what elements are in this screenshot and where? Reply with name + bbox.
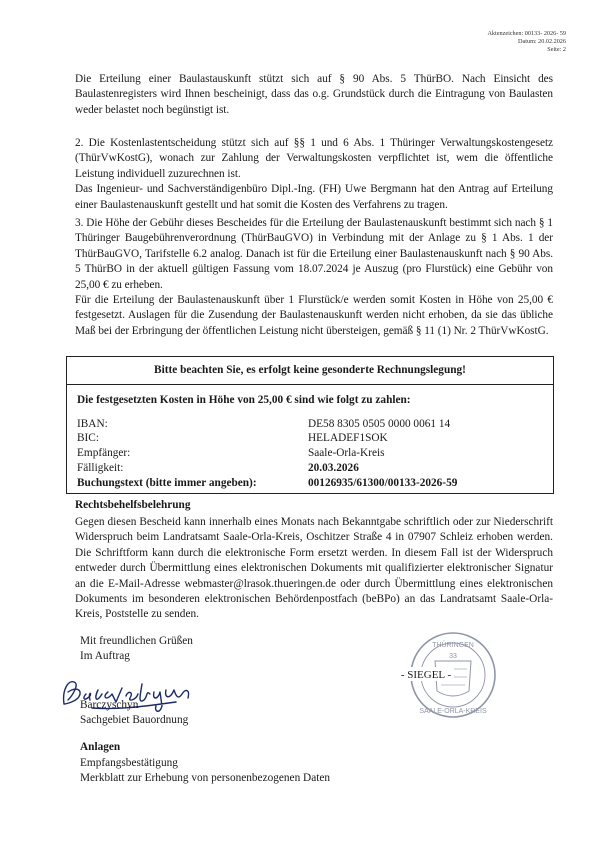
closing-greeting [80, 634, 193, 665]
paragraph: 3. Die Höhe der Gebühr dieses Bescheides für die Erteilung der Baulastenauskunft bestimmt sich nach § 1 Thüringer Baugebührenverordnung (ThürBauGVO) in Verbindung mit der Anlage zu § 1 Abs. 1 der ThürBauGVO, Tarifstelle 6.2 analog. Danach ist für die Erteilung einer Baulastenauskunft nach § 90 Abs. 5 ThürBO in der aktuell gültigen Fassung vom 18.07.2024 je Auszug (pro Flurstück) eine Gebühr von 25,00 € zu erheben. [75, 217, 553, 291]
payment-value: HELADEF1SOK [308, 432, 388, 444]
payment-row-due-date [77, 462, 537, 476]
on-behalf: Im Auftrag [80, 650, 130, 663]
payment-value: Saale-Orla-Kreis [308, 447, 385, 459]
payment-label: Buchungstext (bitte immer angeben): [77, 477, 257, 489]
payment-value: 20.03.2026 [308, 462, 359, 474]
payment-value: DE58 8305 0505 0000 0061 14 [308, 418, 451, 430]
seal-label: - SIEGEL - [400, 669, 452, 681]
payment-label: Empfänger: [77, 447, 131, 459]
payment-row-bic [77, 432, 537, 446]
payment-box [66, 356, 554, 494]
section-baulastauskunft [75, 72, 553, 118]
payment-row-recipient [77, 447, 537, 461]
paragraph: Die Erteilung einer Baulastauskunft stützt sich auf § 90 Abs. 5 ThürBO. Nach Einsicht des Baulastenregisters wird Ihnen bescheinigt, dass das o.g. Grundstück durch die Eintragung von Baulasten weder belastet noch begünstigt ist. [75, 73, 553, 116]
greeting: Mit freundlichen Grüßen [80, 635, 193, 647]
signatory-name: Barczyschyn [80, 699, 139, 711]
payment-row-iban [77, 418, 537, 432]
paragraph: 2. Die Kostenlastentscheidung stützt sich auf §§ 1 und 6 Abs. 1 Thüringer Verwaltungskostengesetz (ThürVwKostG), wonach zur Zahlung der Verwaltungskosten verpflichtet ist, wem die öffentliche Leistung individuell zuzurechnen ist. [75, 137, 553, 180]
legal-remedy-text: Gegen diesen Bescheid kann innerhalb eines Monats nach Bekanntgabe schriftlich oder zur Niederschrift Widerspruch beim Landratsamt Saale-Orla-Kreis, Oschitzer Straße 4 in 07907 Schleiz erhoben werden. Die Schriftform kann durch die elektronische Form ersetzt werden. In diesem Fall ist der Widerspruch entweder durch Übermittlung eines elektronischen Dokuments mit qualifizierter elektronischer Signatur an die E-Mail-Adresse webmaster@lrasok.thueringen.de oder durch Übermittlung eines elektronischen Dokuments im besonderen elektronischen Behördenpostfach (beBPo) an das Landratsamt Saale-Orla-Kreis, Poststelle zu senden. [75, 516, 553, 621]
attachments-title: Anlagen [80, 741, 121, 753]
svg-text:THÜRINGEN: THÜRINGEN [432, 642, 474, 649]
signatory-department: Sachgebiet Bauordnung [80, 714, 189, 727]
attachment-item: Merkblatt zur Erhebung von personenbezogenen Daten [80, 772, 331, 785]
attachments-list [80, 756, 330, 787]
header-date: Datum: 20.02.2026 [518, 38, 566, 45]
legal-remedy-title: Rechtsbehelfsbelehrung [75, 499, 191, 511]
paragraph: Für die Erteilung der Baulastenauskunft über 1 Flurstück/e werden somit Kosten in Höhe von 25,00 € festgesetzt. Auslagen für die Zusendung der Baulastenauskunft werden nicht erhoben, da sie das übliche Maß bei der Erbringung der öffentlichen Leistung nicht übersteigen, gemäß § 11 (1) Nr. 2 ThürVwKostG. [75, 294, 553, 337]
signatory [80, 698, 188, 729]
section-kostenlast [75, 136, 553, 213]
payment-row-reference [77, 477, 537, 491]
divider [67, 384, 553, 385]
aktenzeichen: Aktenzeichen: 00133- 2026- 59 [487, 30, 566, 37]
section-gebuehr [75, 216, 553, 339]
payment-label: IBAN: [77, 418, 108, 430]
costs-statement: Die festgesetzten Kosten in Höhe von 25,00 € sind wie folgt zu zahlen: [77, 394, 411, 406]
payment-label: Fälligkeit: [77, 462, 124, 474]
billing-notice: Bitte beachten Sie, es erfolgt keine gesonderte Rechnungslegung! [154, 364, 466, 376]
svg-text:SAALE-ORLA-KREIS: SAALE-ORLA-KREIS [419, 708, 487, 715]
paragraph: Das Ingenieur- und Sachverständigenbüro Dipl.-Ing. (FH) Uwe Bergmann hat den Antrag auf Erteilung einer Baulastenauskunft gestellt und hat somit die Kosten des Verfahrens zu tragen. [75, 183, 553, 211]
payment-label: BIC: [77, 432, 99, 444]
payment-value: 00126935/61300/00133-2026-59 [308, 477, 458, 489]
official-seal [395, 625, 515, 730]
page-number: Seite: 2 [547, 46, 566, 53]
document-header [487, 30, 566, 54]
attachment-item: Empfangsbestätigung [80, 757, 178, 769]
svg-text:33: 33 [449, 653, 457, 660]
